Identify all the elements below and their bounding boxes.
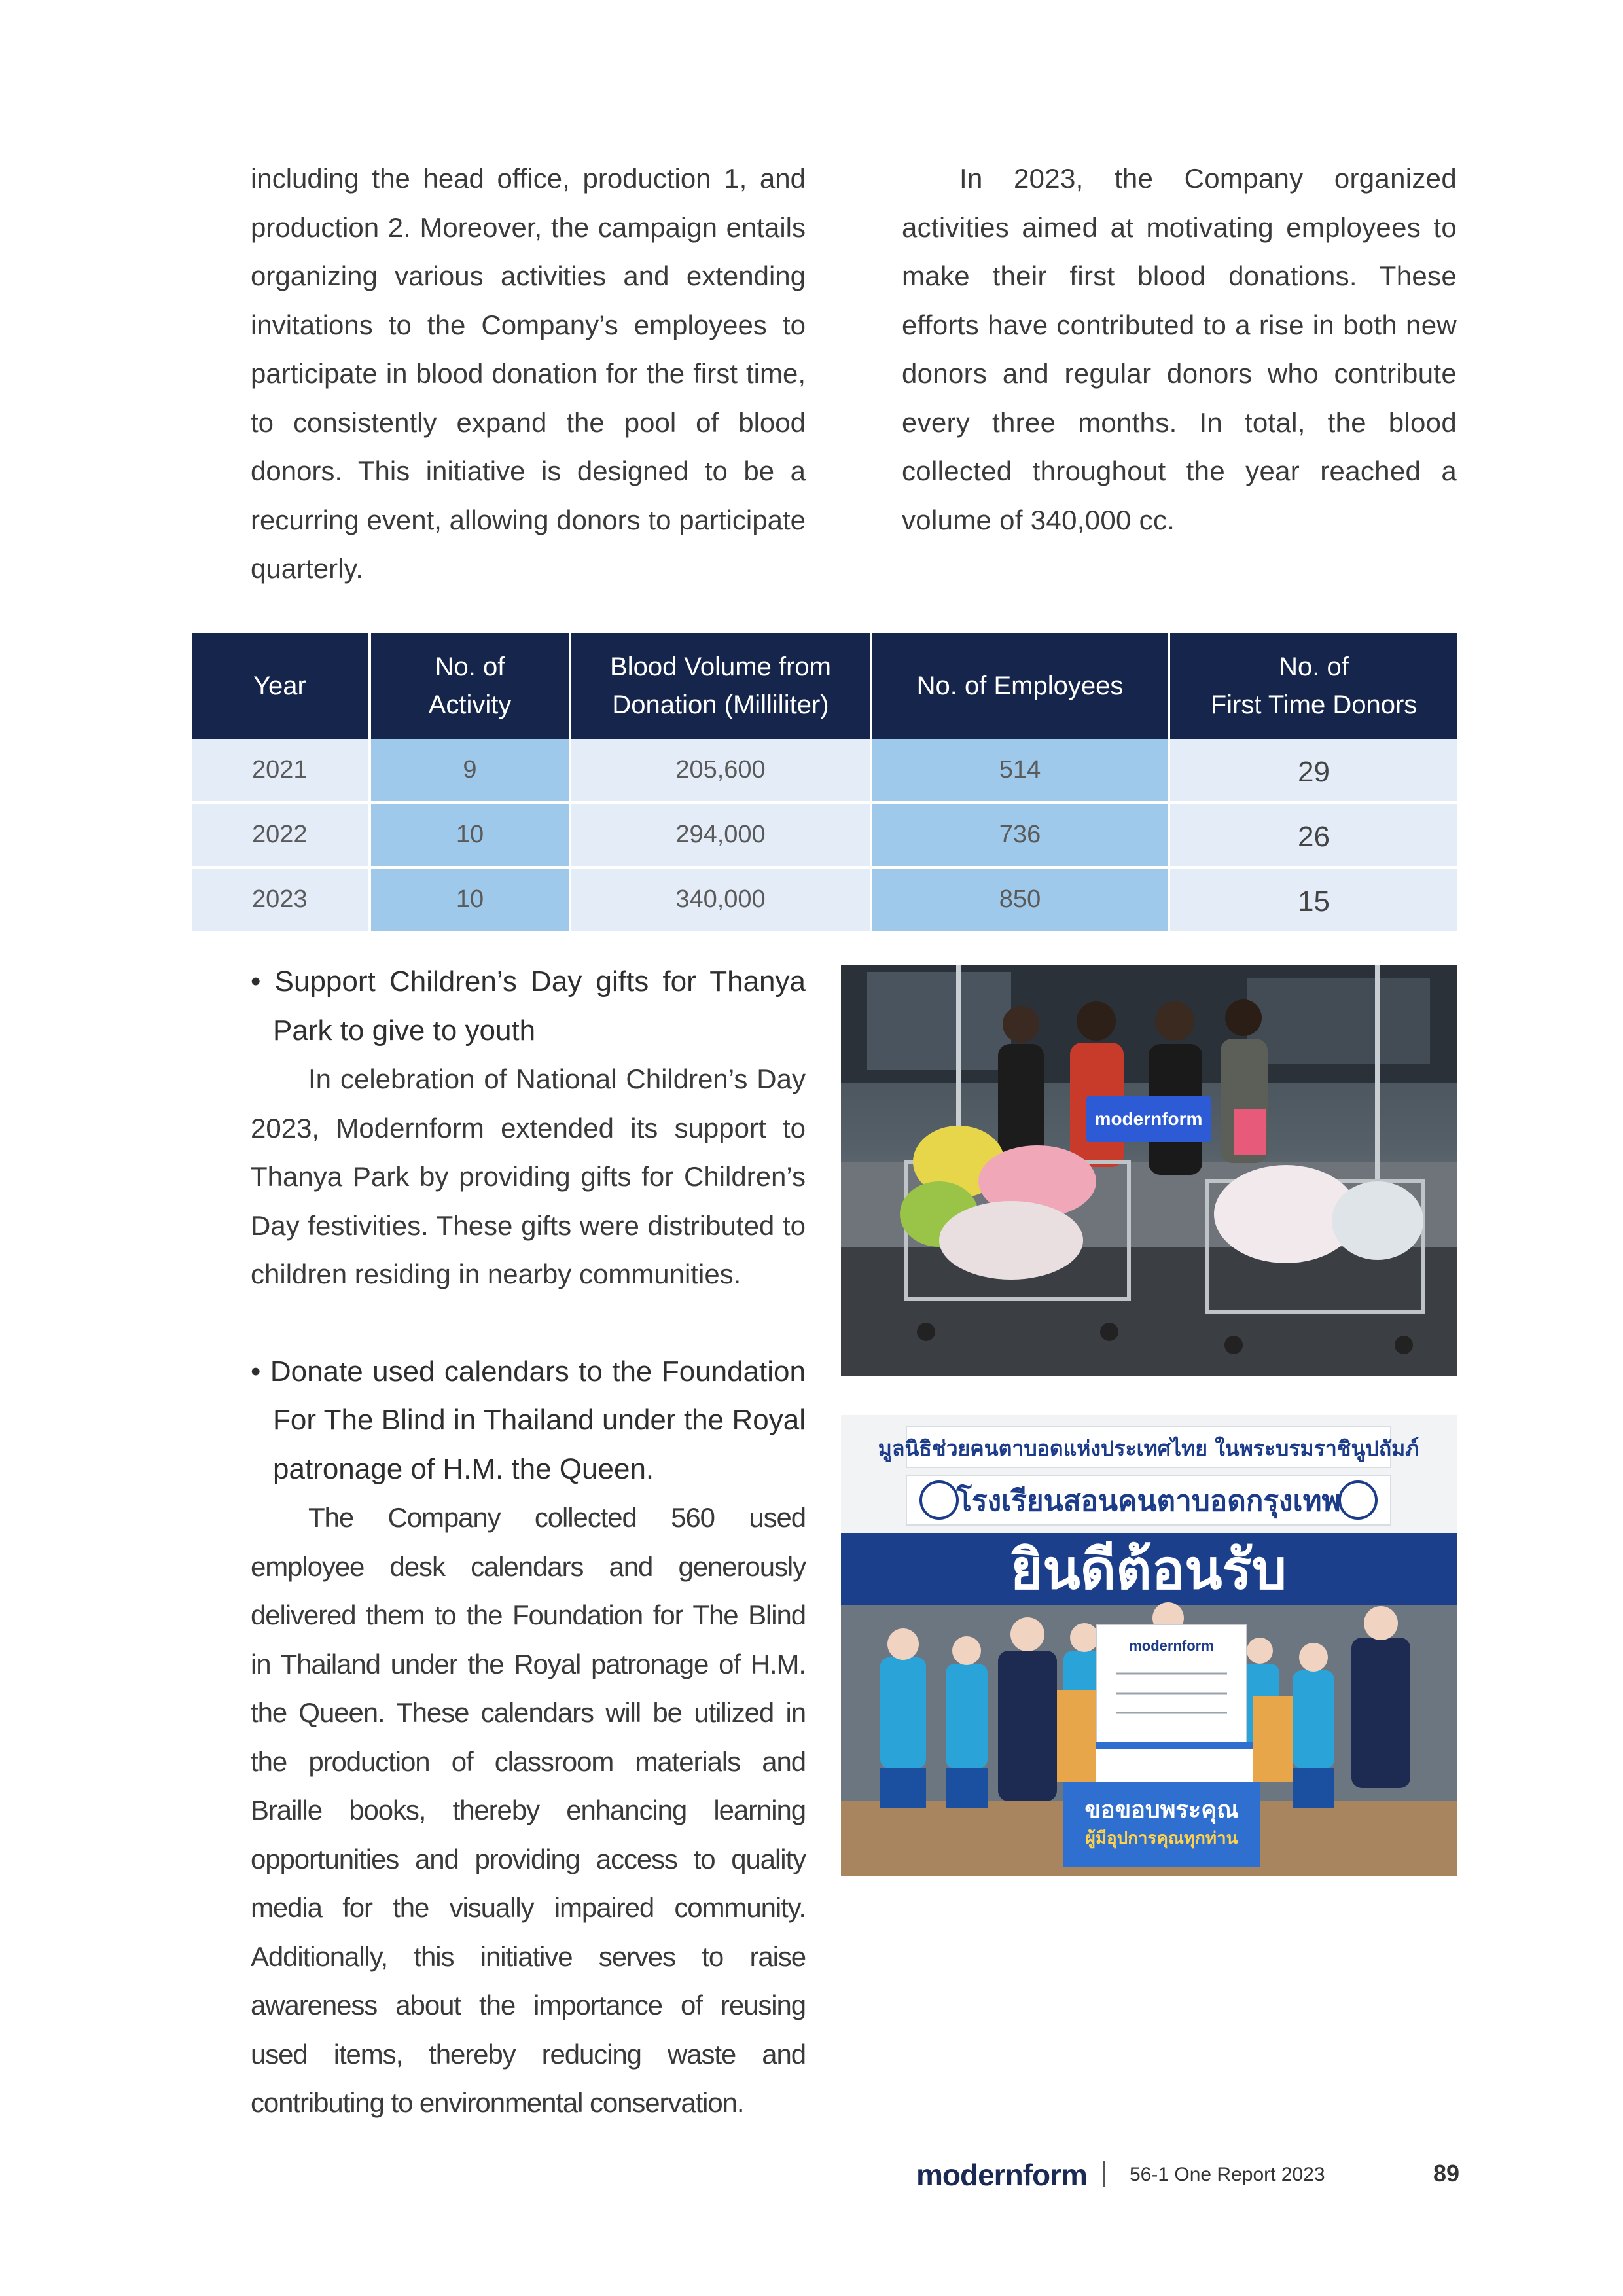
photo-box-subtitle: ผู้มีอุปการคุณทุกท่าน [1085,1829,1238,1848]
header-activity: No. of Activity [370,633,570,739]
cell-volume: 205,600 [570,739,871,802]
cell-donors: 29 [1169,739,1457,802]
page-footer [916,2157,1459,2197]
activities-column [251,958,806,2128]
footer-brand-logo: modernform [916,2158,1087,2192]
table-row [192,867,1457,932]
cell-year: 2022 [192,802,370,867]
table-row [192,739,1457,802]
footer-divider [1103,2161,1105,2187]
page-number: 89 [1433,2160,1459,2187]
cell-employees: 736 [871,802,1169,867]
intro-right-paragraph: In 2023, the Company organized activities aimed at motivating employees to make their first blood donations. These efforts have contributed to a rise in both new donors and regular donors who contribute every three months. In total, the blood collected throughout the year reached a volume of 340,000 cc. [902,163,1457,535]
photo-welcome-sign: ยินดีต้อนรับ [1010,1537,1287,1602]
cell-activity: 10 [370,802,570,867]
photo-childrens-day-gifts [841,965,1457,1376]
intro-left-column [251,154,806,594]
cell-employees: 514 [871,739,1169,802]
photo-calendar-donation [841,1415,1457,1876]
cell-activity: 10 [370,867,570,932]
header-first-donors: No. of First Time Donors [1169,633,1457,739]
table-row [192,802,1457,867]
photo-banner-school: โรงเรียนสอนคนตาบอดกรุงเทพ [956,1484,1341,1518]
cell-year: 2023 [192,867,370,932]
intro-right-column [902,154,1457,545]
cell-donors: 26 [1169,802,1457,867]
cell-volume: 294,000 [570,802,871,867]
header-year: Year [192,633,370,739]
blood-donation-table [192,633,1457,933]
header-volume: Blood Volume from Donation (Milliliter) [570,633,871,739]
section-title-childrens-day: • Support Children’s Day gifts for Thanya Park to give to youth [251,965,806,1047]
cell-activity: 9 [370,739,570,802]
photo-banner-foundation: มูลนิธิช่วยคนตาบอดแห่งประเทศไทย ในพระบรมราชินูปถัมภ์ [878,1436,1419,1461]
photo-childrens-day-illustration [841,965,1457,1376]
photo-calendar-donation-illustration [841,1415,1457,1876]
footer-report-title: 56-1 One Report 2023 [1130,2164,1325,2185]
cell-volume: 340,000 [570,867,871,932]
cell-donors: 15 [1169,867,1457,932]
intro-left-paragraph: including the head office, production 1, and production 2. Moreover, the campaign entails organizing various activities and extending invitations to the Company’s employees to participate in blood donation for the first time, to consistently expand the pool of blood donors. This initiative is designed to be a recurring event, allowing donors to participate quarterly. [251,163,806,584]
table-header-row [192,633,1457,739]
header-employees: No. of Employees [871,633,1169,739]
cell-employees: 850 [871,867,1169,932]
section-body-calendars: The Company collected 560 used employee desk calendars and generously delivered them to the Foundation for The Blind in Thailand under the Royal patronage of H.M. the Queen. These calendars will be utilized in the production of classroom materials and Braille books, thereby enhancing learning opportunities and providing access to quality media for the visually impaired community. Additionally, this initiative serves to raise awareness about the importance of reusing used items, thereby reducing waste and contributing to environmental conservation. [251,1502,806,2118]
photo-sign-text: modernform [1094,1109,1203,1129]
photo-board-brand: modernform [1129,1638,1214,1654]
cell-year: 2021 [192,739,370,802]
section-body-childrens-day: In celebration of National Children’s Day 2023, Modernform extended its support to Thanya Park by providing gifts for Children’s Day festivities. These gifts were distributed to children residing in nearby communities. [251,1064,806,1289]
photo-box-thanks: ขอขอบพระคุณ [1084,1797,1239,1823]
section-title-calendars: • Donate used calendars to the Foundation For The Blind in Thailand under the Royal patronage of H.M. the Queen. [251,1355,806,1485]
